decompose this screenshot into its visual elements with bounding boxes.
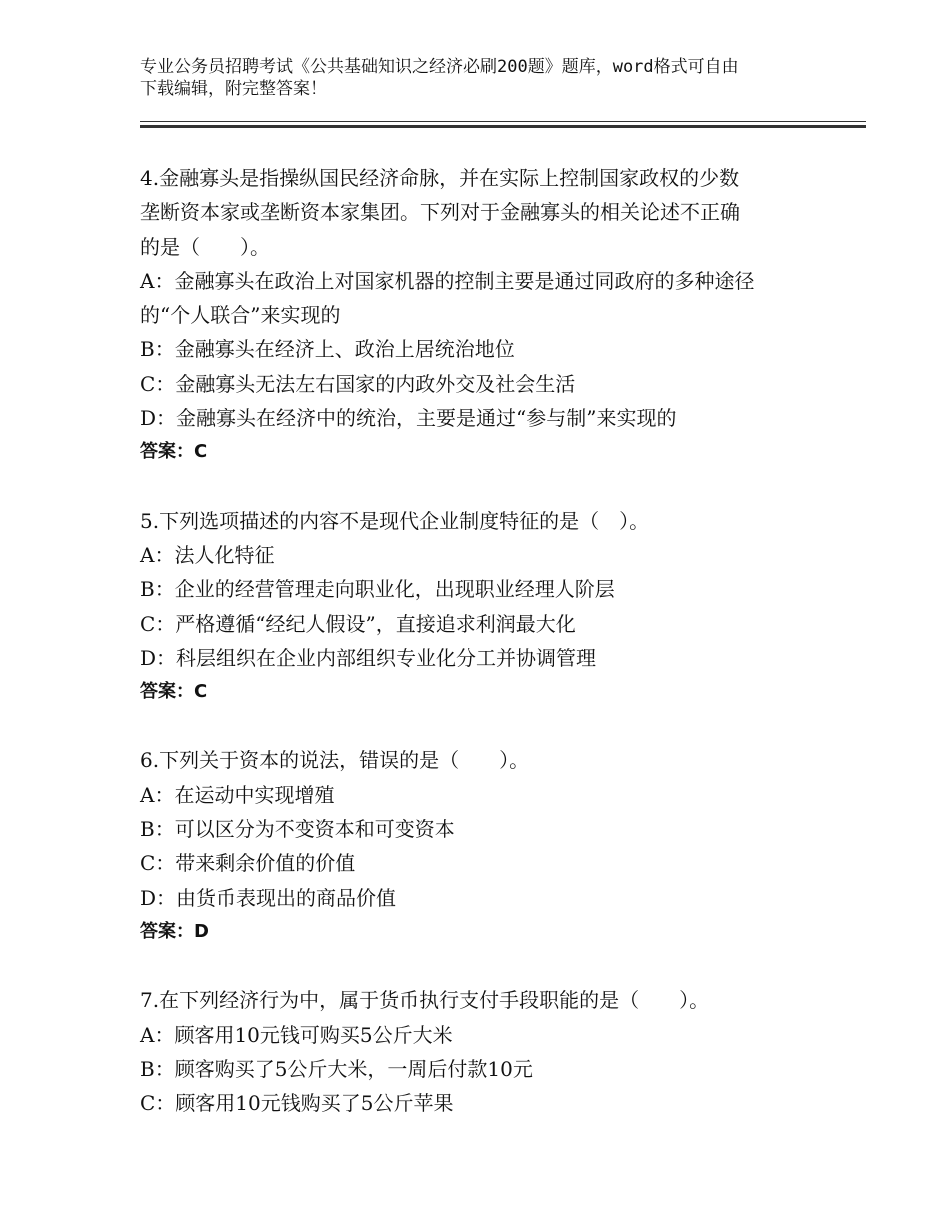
option-line: A：金融寡头在政治上对国家机器的控制主要是通过同政府的多种途径 — [140, 268, 755, 293]
option-d: D：由货币表现出的商品价值 — [140, 885, 397, 910]
option-b: B：企业的经营管理走向职业化，出现职业经理人阶层 — [140, 577, 615, 602]
stem-line: 6.下列关于资本的说法，错误的是（ ）。 — [140, 748, 530, 773]
option-d: D：金融寡头在经济中的统治，主要是通过“参与制”来实现的 — [140, 406, 677, 431]
option-a: A：法人化特征 — [140, 542, 275, 567]
stem-line: 的是（ ）。 — [140, 234, 270, 259]
option-c: C：顾客用10元钱购买了5公斤苹果 — [140, 1091, 454, 1116]
stem-line: 5.下列选项描述的内容不是现代企业制度特征的是（ ）。 — [140, 508, 650, 533]
header-divider-thick — [140, 125, 866, 128]
option-d: D：科层组织在企业内部组织专业化分工并协调管理 — [140, 645, 597, 670]
question-list — [140, 161, 840, 1154]
option-a — [140, 264, 840, 333]
header-divider-thin — [140, 121, 866, 122]
answer-label: 答案：C — [140, 441, 208, 463]
option-b: B：金融寡头在经济上、政治上居统治地位 — [140, 337, 515, 362]
question-5 — [140, 504, 840, 710]
question-6 — [140, 743, 840, 949]
stem-line: 垄断资本家或垄断资本家集团。下列对于金融寡头的相关论述不正确 — [140, 200, 740, 225]
question-7 — [140, 983, 840, 1120]
stem-line: 7.在下列经济行为中，属于货币执行支付手段职能的是（ ）。 — [140, 988, 710, 1013]
stem-line: 4.金融寡头是指操纵国民经济命脉，并在实际上控制国家政权的少数 — [140, 166, 740, 190]
option-c: C：金融寡头无法左右国家的内政外交及社会生活 — [140, 371, 576, 396]
option-b: B：顾客购买了5公斤大米，一周后付款10元 — [140, 1056, 533, 1081]
option-b: B：可以区分为不变资本和可变资本 — [140, 817, 455, 842]
header-line-2: 下载编辑，附完整答案！ — [140, 79, 327, 99]
option-c: C：带来剩余价值的价值 — [140, 851, 356, 876]
answer-label: 答案：C — [140, 681, 208, 703]
option-a: A：顾客用10元钱可购买5公斤大米 — [140, 1022, 453, 1047]
header-line-1: 专业公务员招聘考试《公共基础知识之经济必刷200题》题库，word格式可自由 — [140, 57, 739, 77]
document-header — [140, 56, 810, 100]
answer-label: 答案：D — [140, 920, 209, 942]
option-a: A：在运动中实现增殖 — [140, 782, 335, 807]
question-4 — [140, 161, 840, 470]
option-c: C：严格遵循“经纪人假设”，直接追求利润最大化 — [140, 611, 576, 636]
option-line: 的“个人联合”来实现的 — [140, 303, 341, 328]
question-stem — [140, 161, 840, 264]
